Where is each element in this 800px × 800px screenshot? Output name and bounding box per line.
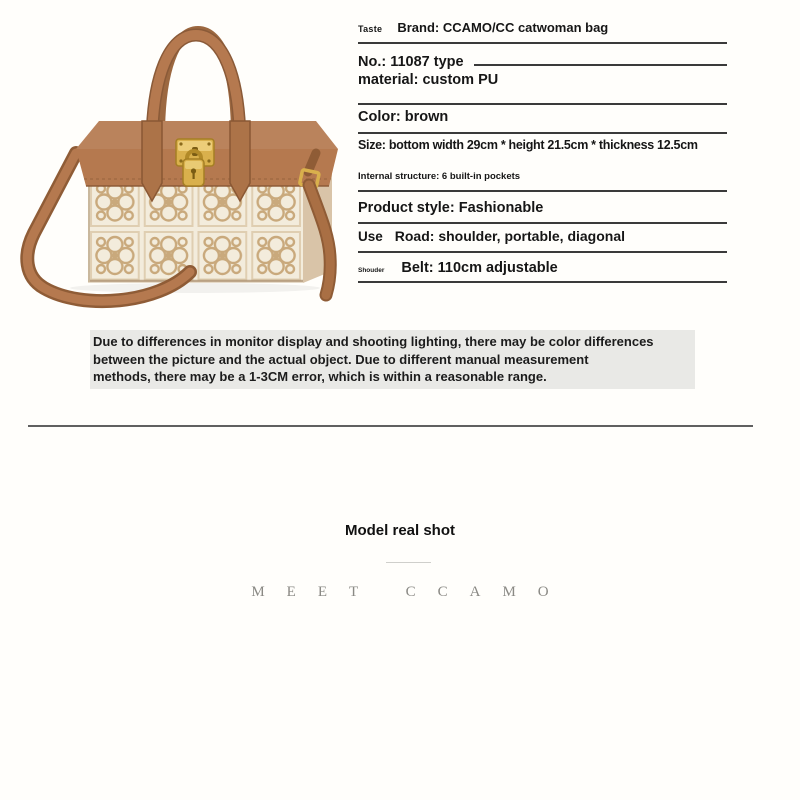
table-divider [358, 42, 727, 44]
spec-row-style [358, 200, 727, 216]
use-label: Use [358, 229, 383, 244]
section-title: Model real shot [344, 522, 456, 539]
spec-row-size [358, 138, 727, 152]
no-value: No.: 11087 type [358, 54, 464, 70]
handbag-illustration [20, 25, 360, 325]
title-underline [386, 562, 431, 563]
spec-row-internal-structure [358, 171, 727, 182]
color-value: Color: brown [358, 109, 449, 125]
table-divider [358, 132, 727, 134]
shoulder-label: Shouder [358, 267, 385, 274]
spec-row-brand [358, 20, 727, 35]
table-divider [474, 64, 727, 66]
bag-shadow [70, 283, 320, 293]
size-value: Size: bottom width 29cm * height 21.5cm * thickness 12.5cm [358, 138, 698, 152]
table-divider [358, 222, 727, 224]
spec-row-no [358, 54, 727, 70]
taste-label: Taste [358, 24, 383, 34]
section-divider [28, 425, 753, 427]
disclaimer-line: between the picture and the actual object. Due to different manual measurement [93, 351, 589, 367]
spec-row-material [358, 72, 727, 88]
table-divider [358, 190, 727, 192]
disclaimer-line: methods, there may be a 1-3CM error, which is within a reasonable range. [93, 369, 547, 384]
spec-table [358, 15, 727, 290]
spec-row-use [358, 228, 727, 244]
brand-value: Brand: CCAMO/CC catwoman bag [397, 20, 609, 35]
table-divider [358, 251, 727, 253]
internal-structure-value: Internal structure: 6 built-in pockets [358, 171, 521, 182]
disclaimer-line: Due to differences in monitor display and shooting lighting, there may be color differences [93, 334, 654, 349]
table-divider [358, 103, 727, 105]
shoulder-belt-value: Belt: 110cm adjustable [401, 260, 558, 276]
product-photo [20, 25, 360, 325]
material-value: material: custom PU [358, 72, 499, 88]
spec-row-shoulder-belt [358, 260, 727, 276]
product-style-value: Product style: Fashionable [358, 200, 544, 216]
table-divider [358, 281, 727, 283]
disclaimer-box [90, 330, 695, 389]
brand-watermark: MEET CCAMO [251, 584, 571, 600]
spec-row-color [358, 109, 727, 125]
use-value: Road: shoulder, portable, diagonal [394, 228, 626, 244]
